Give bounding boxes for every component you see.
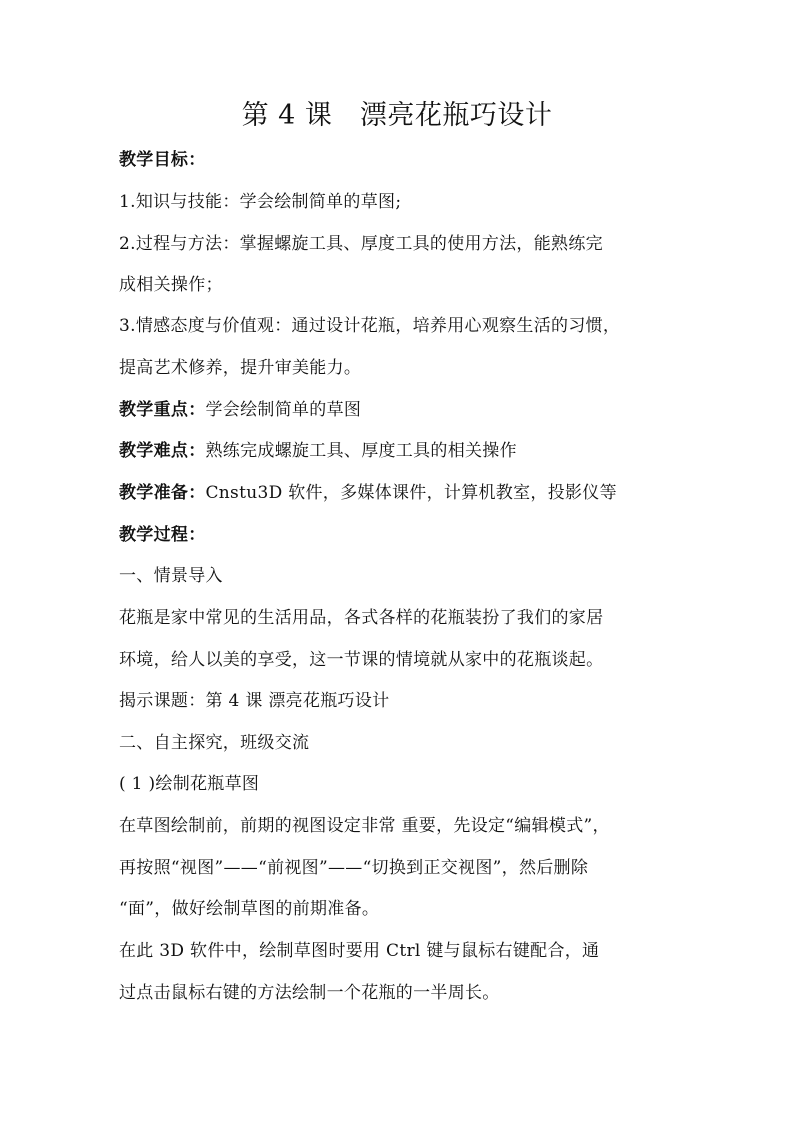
- section-1-heading: 一、情景导入: [119, 566, 223, 586]
- preparation-text: Cnstu3D 软件，多媒体课件，计算机教室，投影仪等: [205, 483, 617, 503]
- objectives-heading: 教学目标：: [119, 150, 206, 170]
- step-1-heading: ( 1 )绘制花瓶草图: [119, 774, 260, 794]
- paragraph-1-line-3: “面”，做好绘制草图的前期准备。: [119, 899, 380, 919]
- objective-2-line-1: 2.过程与方法：掌握螺旋工具、厚度工具的使用方法，能熟练完: [119, 234, 603, 254]
- objective-3-line-1: 3.情感态度与价值观：通过设计花瓶，培养用心观察生活的习惯，: [119, 316, 621, 336]
- preparation-label: 教学准备：: [119, 483, 206, 503]
- intro-line-1: 花瓶是家中常见的生活用品，各式各样的花瓶装扮了我们的家居: [119, 608, 604, 628]
- paragraph-2-line-2: 过点击鼠标右键的方法绘制一个花瓶的一半周长。: [119, 983, 500, 1003]
- section-2-heading: 二、自主探究，班级交流: [119, 733, 310, 753]
- difficulty: [119, 439, 517, 463]
- intro-line-2: 环境，给人以美的享受，这一节课的情境就从家中的花瓶谈起。: [119, 650, 604, 670]
- key-point-label: 教学重点：: [119, 400, 206, 420]
- paragraph-1-line-1: 在草图绘制前，前期的视图设定非常 重要，先设定“编辑模式”，: [119, 816, 610, 836]
- paragraph-2-line-1: 在此 3D 软件中，绘制草图时要用 Ctrl 键与鼠标右键配合，通: [119, 941, 600, 961]
- objective-1: 1.知识与技能：学会绘制简单的草图;: [119, 192, 402, 212]
- key-point: [119, 398, 361, 422]
- process-heading: 教学过程：: [119, 525, 206, 545]
- key-point-text: 学会绘制简单的草图: [205, 400, 362, 420]
- paragraph-1-line-2: 再按照“视图”——“前视图”——“切换到正交视图”，然后删除: [119, 858, 589, 878]
- difficulty-label: 教学难点：: [119, 441, 206, 461]
- difficulty-text: 熟练完成螺旋工具、厚度工具的相关操作: [205, 441, 517, 461]
- lesson-title: 第 4 课 漂亮花瓶巧设计: [241, 100, 553, 131]
- reveal-topic: 揭示课题：第 4 课 漂亮花瓶巧设计: [119, 691, 390, 711]
- preparation: [119, 481, 617, 505]
- objective-3-line-2: 提高艺术修养，提升审美能力。: [119, 358, 362, 378]
- objective-2-line-2: 成相关操作；: [119, 275, 223, 295]
